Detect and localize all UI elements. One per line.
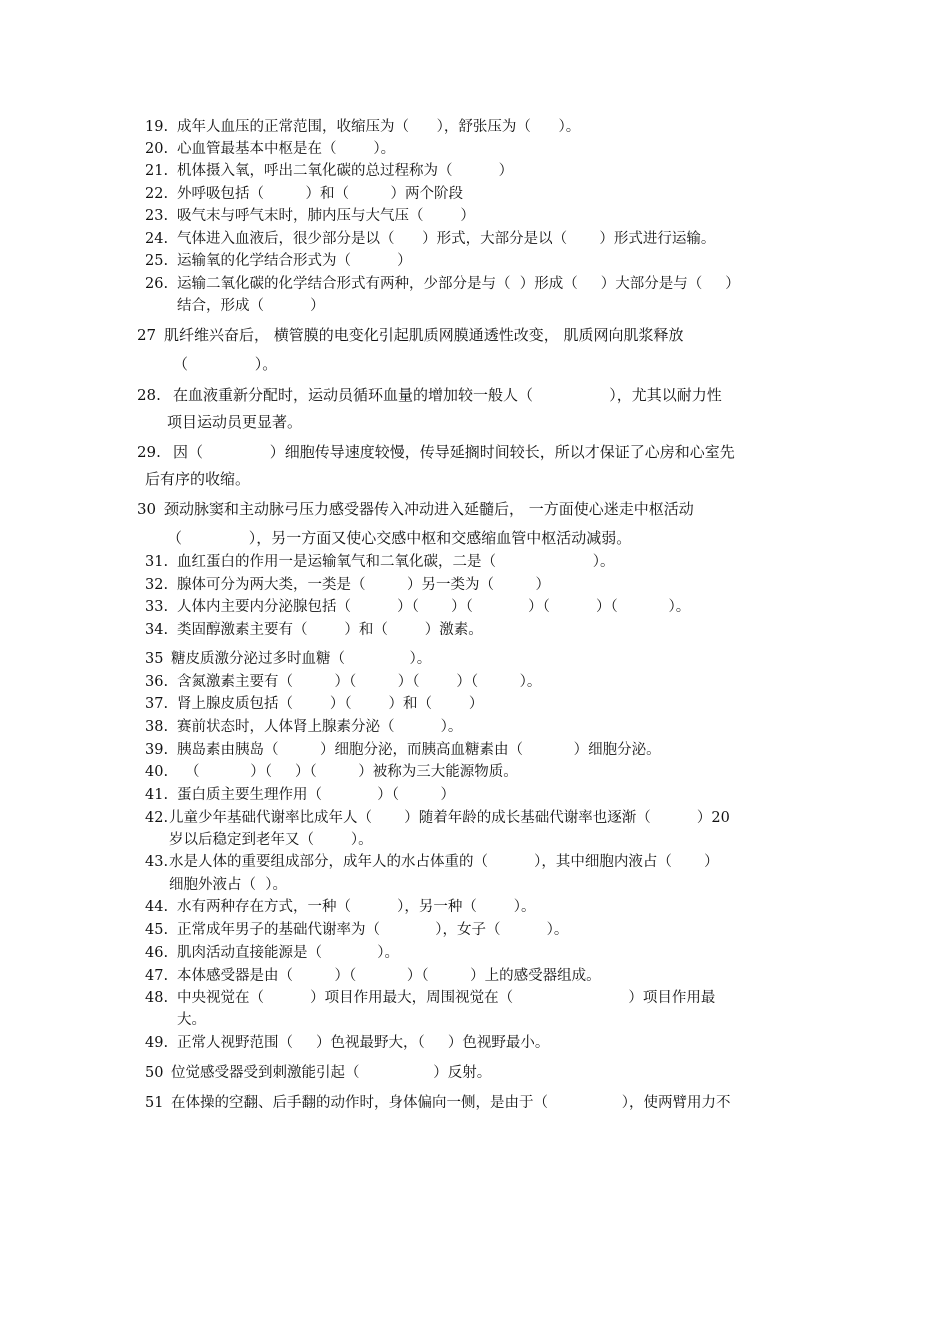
question-number: 50 — [145, 1065, 164, 1081]
question-27-continuation — [173, 354, 277, 374]
question-49 — [145, 1033, 549, 1053]
question-number: 35 — [145, 651, 164, 667]
question-text: 项目运动员更显著。 — [167, 413, 303, 431]
question-19 — [145, 117, 580, 137]
question-number: 32. — [145, 577, 169, 593]
question-number: 48. — [145, 990, 169, 1006]
question-42 — [145, 808, 730, 828]
question-text: 结合，形成（ ） — [177, 298, 325, 314]
question-number: 34. — [145, 622, 169, 638]
question-number: 43. — [145, 854, 169, 870]
question-number: 36. — [145, 674, 169, 690]
question-48 — [145, 988, 715, 1008]
question-47 — [145, 966, 601, 986]
question-45 — [145, 920, 568, 940]
question-text: （ ），另一方面又使心交感中枢和交感缩血管中枢活动减弱。 — [167, 529, 632, 547]
question-text: 位觉感受器受到刺激能引起（ ）反射。 — [171, 1065, 492, 1081]
question-text: 颈动脉窦和主动脉弓压力感受器传入冲动进入延髓后， 一方面使心迷走中枢活动 — [164, 500, 694, 518]
question-34 — [145, 620, 483, 640]
question-51 — [145, 1093, 731, 1113]
question-number: 27 — [137, 326, 157, 344]
question-text: 水是人体的重要组成部分，成年人的水占体重的（ ），其中细胞内液占（ ） — [169, 854, 719, 870]
question-text: 大。 — [177, 1012, 206, 1028]
question-text: （ ）（ ）（ ）被称为三大能源物质。 — [185, 764, 518, 780]
question-37 — [145, 694, 483, 714]
question-number: 42. — [145, 810, 169, 826]
question-number: 40. — [145, 764, 169, 780]
question-text: 人体内主要内分泌腺包括（ ）（ ）（ ）（ ）（ ）。 — [177, 599, 691, 615]
question-text: 运输二氧化碳的化学结合形式有两种，少部分是与（ ）形成（ ）大部分是与（ ） — [177, 276, 740, 292]
question-text: 正常人视野范围（ ）色视最野大，（ ）色视野最小。 — [177, 1035, 550, 1051]
question-number: 30 — [137, 500, 157, 518]
question-41 — [145, 785, 455, 805]
question-number: 28. — [137, 386, 161, 404]
question-text: 运输氧的化学结合形式为（ ） — [177, 253, 412, 269]
question-text: 在体操的空翻、后手翻的动作时，身体偏向一侧，是由于（ ），使两臂用力不 — [171, 1095, 731, 1111]
question-46 — [145, 943, 399, 963]
question-text: （ ）。 — [173, 355, 278, 373]
question-28-continuation — [167, 412, 302, 432]
question-number: 41. — [145, 787, 169, 803]
question-number: 23. — [145, 208, 169, 224]
question-number: 47. — [145, 968, 169, 984]
question-text: 肌纤维兴奋后， 横管膜的电变化引起肌质网膜通透性改变， 肌质网向肌浆释放 — [164, 326, 684, 344]
question-text: 肌肉活动直接能源是（ ）。 — [177, 945, 400, 961]
question-48-continuation — [177, 1010, 206, 1030]
question-text: 儿童少年基础代谢率比成年人（ ）随着年龄的成长基础代谢率也逐渐（ ）20 — [169, 810, 730, 826]
question-text: 吸气末与呼气末时，肺内压与大气压（ ） — [177, 208, 475, 224]
question-number: 51 — [145, 1095, 164, 1111]
question-39 — [145, 740, 661, 760]
question-number: 19. — [145, 119, 169, 135]
question-38 — [145, 717, 462, 737]
question-number: 45. — [145, 922, 169, 938]
question-text: 成年人血压的正常范围，收缩压为（ ），舒张压为（ ）。 — [177, 119, 581, 135]
question-text: 蛋白质主要生理作用（ ）（ ） — [177, 787, 456, 803]
question-27 — [137, 325, 684, 345]
question-number: 37. — [145, 696, 169, 712]
question-text: 含氮激素主要有（ ）（ ）（ ）（ ）。 — [177, 674, 542, 690]
question-text: 肾上腺皮质包括（ ）（ ）和（ ） — [177, 696, 484, 712]
question-50 — [145, 1063, 491, 1083]
question-text: 在血液重新分配时，运动员循环血量的增加较一般人（ ），尤其以耐力性 — [173, 386, 722, 404]
question-29-continuation — [145, 469, 250, 489]
question-number: 20. — [145, 141, 169, 157]
question-26 — [145, 274, 740, 294]
question-31 — [145, 552, 615, 572]
question-40 — [145, 762, 518, 782]
question-35 — [145, 649, 431, 669]
question-text: 气体进入血液后，很少部分是以（ ）形式，大部分是以（ ）形式进行运输。 — [177, 231, 716, 247]
question-text: 细胞外液占（ ）。 — [169, 877, 287, 893]
question-24 — [145, 229, 715, 249]
question-number: 44. — [145, 899, 169, 915]
question-text: 胰岛素由胰岛（ ）细胞分泌，而胰高血糖素由（ ）细胞分泌。 — [177, 742, 661, 758]
question-43-continuation — [169, 875, 287, 895]
question-42-continuation — [169, 830, 373, 850]
question-number: 22. — [145, 186, 169, 202]
question-44 — [145, 897, 535, 917]
question-32 — [145, 575, 550, 595]
question-text: 后有序的收缩。 — [145, 470, 251, 488]
question-36 — [145, 672, 541, 692]
question-20 — [145, 139, 395, 159]
question-number: 33. — [145, 599, 169, 615]
question-text: 类固醇激素主要有（ ）和（ ）激素。 — [177, 622, 483, 638]
question-25 — [145, 251, 412, 271]
question-28 — [137, 385, 722, 405]
question-number: 26. — [145, 276, 169, 292]
question-text: 腺体可分为两大类，一类是（ ）另一类为（ ） — [177, 577, 550, 593]
question-text: 赛前状态时，人体肾上腺素分泌（ ）。 — [177, 719, 463, 735]
question-43 — [145, 852, 719, 872]
question-number: 49. — [145, 1035, 169, 1051]
question-text: 本体感受器是由（ ）（ ）（ ）上的感受器组成。 — [177, 968, 601, 984]
question-30 — [137, 499, 694, 519]
question-number: 46. — [145, 945, 169, 961]
question-text: 因（ ）细胞传导速度较慢，传导延搁时间较长，所以才保证了心房和心室先 — [173, 443, 735, 461]
question-22 — [145, 184, 463, 204]
question-30-continuation — [167, 528, 631, 548]
question-text: 糖皮质激分泌过多时血糖（ ）。 — [171, 651, 432, 667]
question-number: 21. — [145, 163, 169, 179]
question-text: 血红蛋白的作用一是运输氧气和二氧化碳，二是（ ）。 — [177, 554, 615, 570]
question-text: 机体摄入氧，呼出二氧化碳的总过程称为（ ） — [177, 163, 514, 179]
question-21 — [145, 161, 513, 181]
question-33 — [145, 597, 690, 617]
question-text: 外呼吸包括（ ）和（ ）两个阶段 — [177, 186, 463, 202]
question-number: 25. — [145, 253, 169, 269]
question-29 — [137, 442, 735, 462]
question-number: 24. — [145, 231, 169, 247]
question-number: 29. — [137, 443, 161, 461]
question-23 — [145, 206, 475, 226]
question-text: 水有两种存在方式，一种（ ），另一种（ ）。 — [177, 899, 536, 915]
question-number: 39. — [145, 742, 169, 758]
question-number: 38. — [145, 719, 169, 735]
question-26-continuation — [177, 296, 325, 316]
question-number: 31. — [145, 554, 169, 570]
question-text: 中央视觉在（ ）项目作用最大，周围视觉在（ ）项目作用最 — [177, 990, 716, 1006]
question-text: 心血管最基本中枢是在（ ）。 — [177, 141, 396, 157]
question-text: 正常成年男子的基础代谢率为（ ），女子（ ）。 — [177, 922, 569, 938]
question-text: 岁以后稳定到老年又（ ）。 — [169, 832, 373, 848]
